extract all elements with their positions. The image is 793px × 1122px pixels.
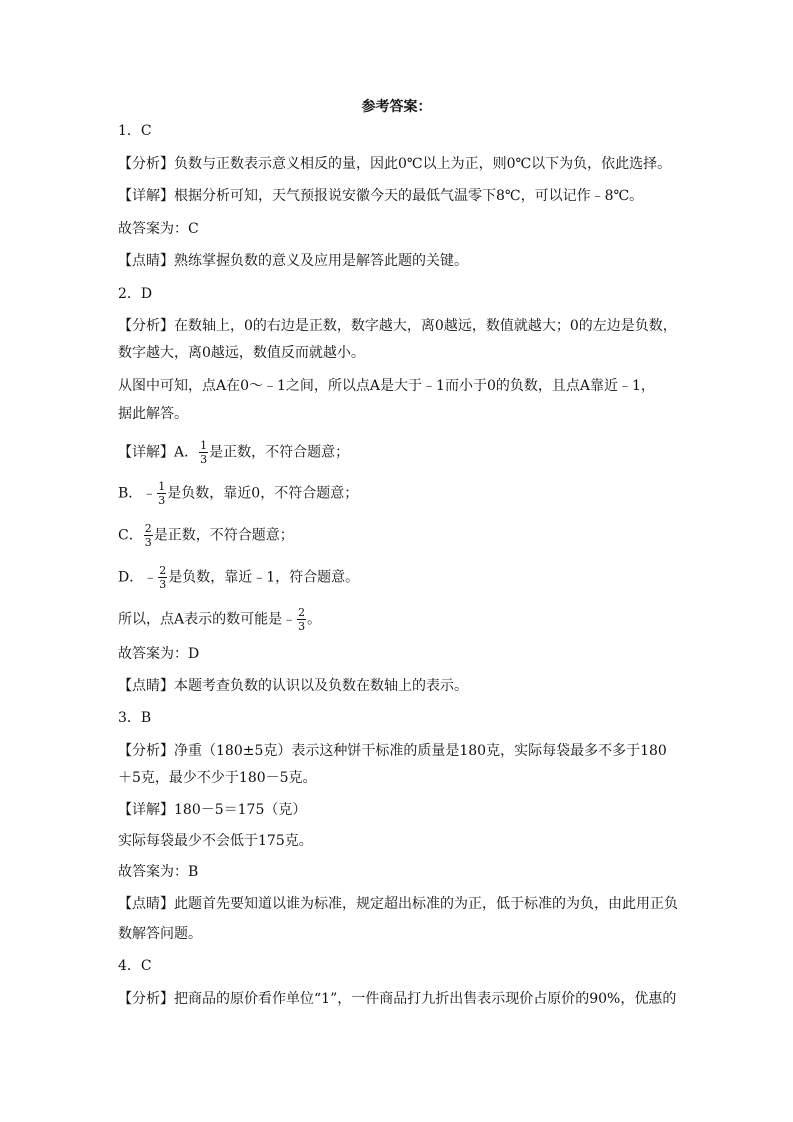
detail-2-option-a: 【详解】A． $\frac{1}{3}$ 是正数，不符合题意； [118, 439, 350, 466]
fraction: $\frac{1}{3}$ [200, 439, 208, 466]
comment-1: 【点睛】熟练掌握负数的意义及应用是解答此题的关键。 [118, 253, 468, 269]
analysis-3-line-2: ＋5克，最少不少于180－5克。 [118, 770, 317, 786]
analysis-2-line-4: 据此解答。 [118, 406, 188, 422]
comment-2: 【点睛】本题考查负数的认识以及负数在数轴上的表示。 [118, 678, 468, 694]
fraction: $\frac{1}{3}$ [158, 480, 166, 507]
fraction: $\frac{2}{3}$ [159, 564, 167, 591]
answer-3: 故答案为：B [118, 864, 199, 880]
answer-number-4: 4．C [118, 958, 152, 974]
fraction: $\frac{2}{3}$ [144, 522, 152, 549]
detail-2-conclusion: 所以，点A表示的数可能是﹣ $\frac{2}{3}$ 。 [118, 606, 322, 633]
answer-2: 故答案为：D [118, 646, 200, 662]
detail-3: 【详解】180－5＝175（克） [118, 802, 307, 818]
detail-1: 【详解】根据分析可知，天气预报说安徽今天的最低气温零下8℃，可以记作﹣8℃。 [118, 188, 644, 204]
answer-number-1: 1．C [118, 123, 152, 139]
detail-2-option-d: D．﹣ $\frac{2}{3}$ 是负数，靠近﹣1，符合题意。 [118, 564, 360, 591]
fraction: $\frac{2}{3}$ [298, 606, 306, 633]
analysis-2-line-3: 从图中可知，点A在0～﹣1之间，所以点A是大于﹣1而小于0的负数，且点A靠近﹣1， [118, 378, 655, 394]
analysis-3-line-1: 【分析】净重（180±5克）表示这种饼干标准的质量是180克，实际每袋最多不多于180 [118, 743, 667, 759]
answer-1: 故答案为：C [118, 221, 199, 237]
analysis-4-line-1: 【分析】把商品的原价看作单位“1”，一件商品打九折出售表示现价占原价的90%，优惠的 [118, 991, 677, 1007]
analysis-1: 【分析】负数与正数表示意义相反的量，因此0℃以上为正，则0℃以下为负，依此选择。 [118, 156, 672, 172]
comment-3-line-1: 【点睛】此题首先要知道以谁为标准，规定超出标准的为正，低于标准的为负，由此用正负 [118, 896, 678, 912]
detail-3-line-2: 实际每袋最少不会低于175克。 [118, 833, 313, 849]
answer-number-3: 3．B [118, 710, 152, 726]
page-title: 参考答案： [361, 99, 432, 115]
comment-3-line-2: 数解答问题。 [118, 926, 202, 942]
analysis-2-line-1: 【分析】在数轴上，0的右边是正数，数字越大，离0越远，数值就越大；0的左边是负数， [118, 318, 677, 334]
detail-2-option-b: B．﹣ $\frac{1}{3}$ 是负数，靠近0，不符合题意； [118, 480, 359, 507]
analysis-2-line-2: 数字越大，离0越远，数值反而就越小。 [118, 345, 365, 361]
answer-number-2: 2．D [118, 286, 153, 302]
detail-2-option-c: C． $\frac{2}{3}$ 是正数，不符合题意； [118, 522, 294, 549]
